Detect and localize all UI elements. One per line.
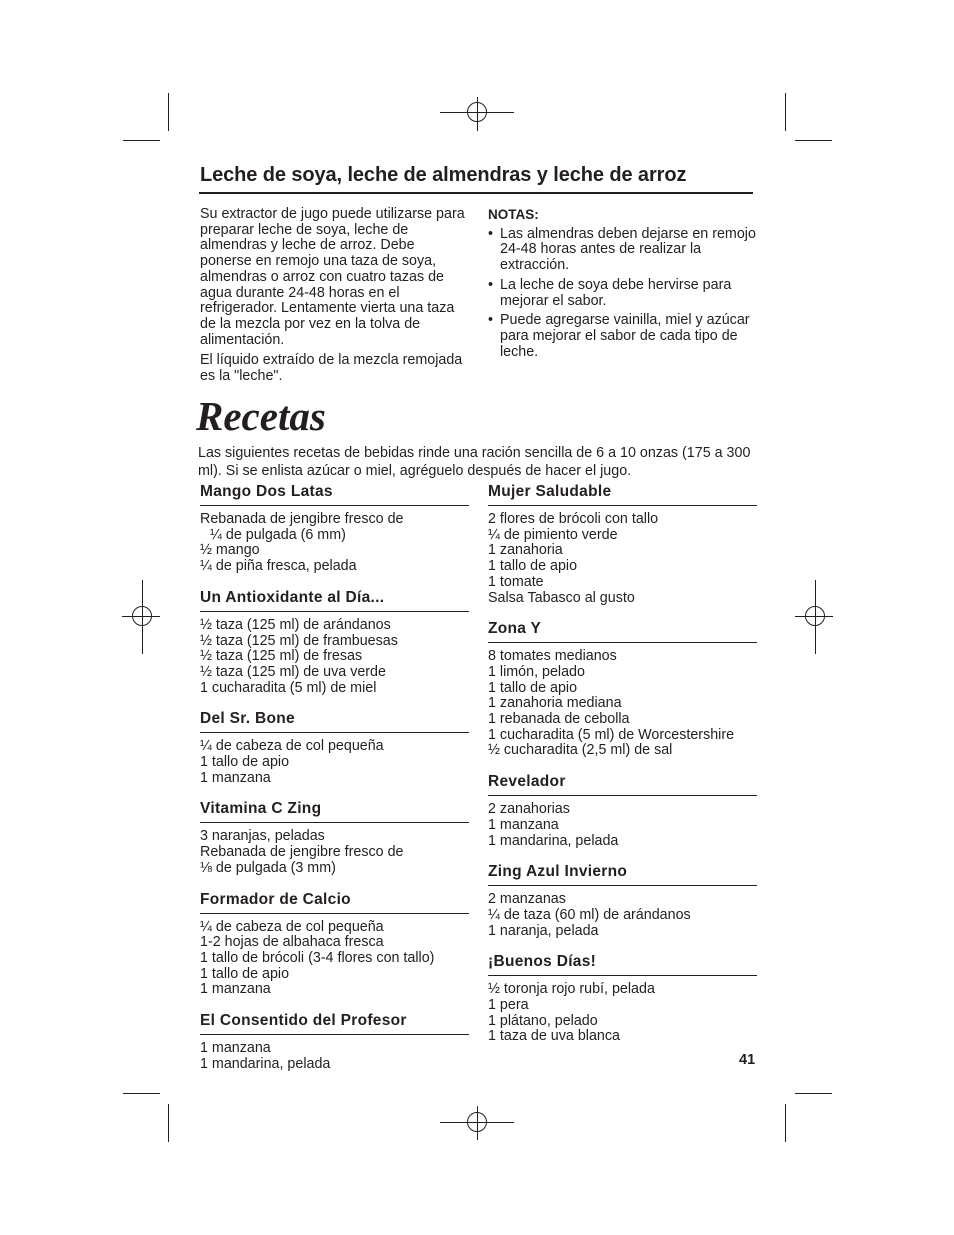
- ingredient-line: 1 tallo de apio: [200, 754, 290, 771]
- note-item: • La leche de soya debe hervirse para mejorar el sabor.: [488, 278, 758, 309]
- recipe: [200, 890, 469, 999]
- recipe: [200, 799, 469, 876]
- ingredient-line: 1 mandarina, pelada: [488, 832, 619, 849]
- note-item: • Las almendras deben dejarse en remojo 24-48 horas antes de realizar la extracción.: [488, 227, 758, 274]
- ingredient-line: ¼ de pulgada (6 mm): [210, 526, 346, 543]
- recipe: [200, 482, 469, 575]
- ingredient-line: Salsa Tabasco al gusto: [488, 589, 635, 606]
- recipe-title: Zona Y: [488, 619, 757, 643]
- notes-list: [488, 227, 758, 361]
- recipe-title: Del Sr. Bone: [200, 709, 469, 733]
- ingredient-line: 1 tallo de apio: [200, 965, 290, 982]
- ingredient-line: 1 limón, pelado: [488, 663, 585, 680]
- recipe-title: Mujer Saludable: [488, 482, 757, 506]
- recipe: [488, 772, 757, 849]
- intro-text: [200, 207, 470, 390]
- ingredient-line: 1 zanahoria mediana: [488, 695, 622, 712]
- ingredient-line: ½ toronja rojo rubí, pelada: [488, 981, 655, 998]
- ingredient-line: 1 pera: [488, 997, 529, 1014]
- section-heading: Leche de soya, leche de almendras y leche de arroz: [200, 164, 687, 186]
- ingredient-line: ¼ de piña fresca, pelada: [200, 558, 357, 575]
- ingredient-line: ¼ de pimiento verde: [488, 526, 618, 543]
- ingredient-line: ⅛ de pulgada (3 mm): [200, 859, 336, 876]
- ingredient-line: 1 zanahoria: [488, 542, 563, 559]
- ingredient-line: Rebanada de jengibre fresco de: [200, 844, 404, 861]
- intro-paragraph: Su extractor de jugo puede utilizarse para preparar leche de soya, leche de almendras y leche de arroz. Debe ponerse en remojo una taza de soya, almendras o arroz con cuatro tazas de agua durante 24-48 horas en el refrigerador. Lentamente vierta una taza de la mezcla por vez en la tolva de alimentación.: [200, 206, 465, 348]
- recipe: [488, 482, 757, 606]
- ingredient-line: 1 manzana: [200, 981, 271, 998]
- ingredient-line: 1 tallo de apio: [488, 558, 578, 575]
- ingredient-line: 1 mandarina, pelada: [200, 1055, 331, 1072]
- recipe: [200, 588, 469, 697]
- ingredient-line: 1 naranja, pelada: [488, 922, 599, 939]
- ingredient-line: ½ taza (125 ml) de arándanos: [200, 616, 391, 633]
- recipe-title: Vitamina C Zing: [200, 799, 469, 823]
- heading-rule: [199, 192, 753, 194]
- ingredient-line: 8 tomates medianos: [488, 648, 617, 665]
- ingredient-line: ½ taza (125 ml) de fresas: [200, 648, 363, 665]
- ingredient-line: 1 taza de uva blanca: [488, 1028, 620, 1045]
- recipes-title: Recetas: [196, 393, 326, 439]
- recipe: [200, 709, 469, 786]
- ingredient-line: ¼ de cabeza de col pequeña: [200, 918, 384, 935]
- recipe-title: Un Antioxidante al Día...: [200, 588, 469, 612]
- recipe: [488, 862, 757, 939]
- recipe-title: ¡Buenos Días!: [488, 952, 757, 976]
- ingredient-line: ½ taza (125 ml) de uva verde: [200, 663, 386, 680]
- ingredient-line: Rebanada de jengibre fresco de: [200, 511, 404, 527]
- recipes-left-column: [200, 482, 469, 1085]
- intro-paragraph: El líquido extraído de la mezcla remojada es la "leche".: [200, 352, 463, 385]
- recipe-title: Zing Azul Invierno: [488, 862, 757, 886]
- recipe-title: Mango Dos Latas: [200, 482, 469, 506]
- recipe-title: El Consentido del Profesor: [200, 1011, 469, 1035]
- notes-box: [488, 207, 758, 364]
- recipes-right-column: [488, 482, 757, 1058]
- ingredient-line: 1 manzana: [488, 816, 559, 833]
- recipe: [488, 619, 757, 759]
- ingredient-line: 2 manzanas: [488, 891, 566, 908]
- ingredient-line: 2 flores de brócoli con tallo: [488, 511, 659, 527]
- ingredient-line: ¼ de cabeza de col pequeña: [200, 738, 384, 755]
- ingredient-line: 1 tomate: [488, 573, 544, 590]
- recipe: [200, 1011, 469, 1072]
- recipes-lead: Las siguientes recetas de bebidas rinde una ración sencilla de 6 a 10 onzas (175 a 300 ml). Si se enlista azúcar o miel, agréguelo después de hacer el jugo.: [198, 445, 751, 479]
- ingredient-line: 1 cucharadita (5 ml) de miel: [200, 679, 377, 696]
- recipe-title: Formador de Calcio: [200, 890, 469, 914]
- recipe-title: Revelador: [488, 772, 757, 796]
- ingredient-line: ½ cucharadita (2,5 ml) de sal: [488, 742, 673, 759]
- notes-heading: NOTAS:: [488, 207, 539, 222]
- ingredient-line: ½ mango: [200, 542, 260, 559]
- ingredient-line: ¼ de taza (60 ml) de arándanos: [488, 906, 691, 923]
- ingredient-line: 1 tallo de apio: [488, 679, 578, 696]
- recipe: [488, 952, 757, 1045]
- ingredient-line: 1 manzana: [200, 1040, 271, 1057]
- note-item: • Puede agregarse vainilla, miel y azúcar para mejorar el sabor de cada tipo de leche.: [488, 313, 758, 360]
- ingredient-line: 2 zanahorias: [488, 801, 570, 818]
- ingredient-line: 1 manzana: [200, 769, 271, 786]
- ingredient-line: ½ taza (125 ml) de frambuesas: [200, 632, 398, 649]
- ingredient-line: 1 plátano, pelado: [488, 1012, 598, 1029]
- ingredient-line: 1-2 hojas de albahaca fresca: [200, 934, 384, 951]
- ingredient-line: 3 naranjas, peladas: [200, 828, 325, 845]
- ingredient-line: 1 tallo de brócoli (3-4 flores con tallo): [200, 949, 435, 966]
- ingredient-line: 1 rebanada de cebolla: [488, 711, 630, 728]
- page-number: 41: [739, 1052, 756, 1068]
- ingredient-line: 1 cucharadita (5 ml) de Worcestershire: [488, 726, 735, 743]
